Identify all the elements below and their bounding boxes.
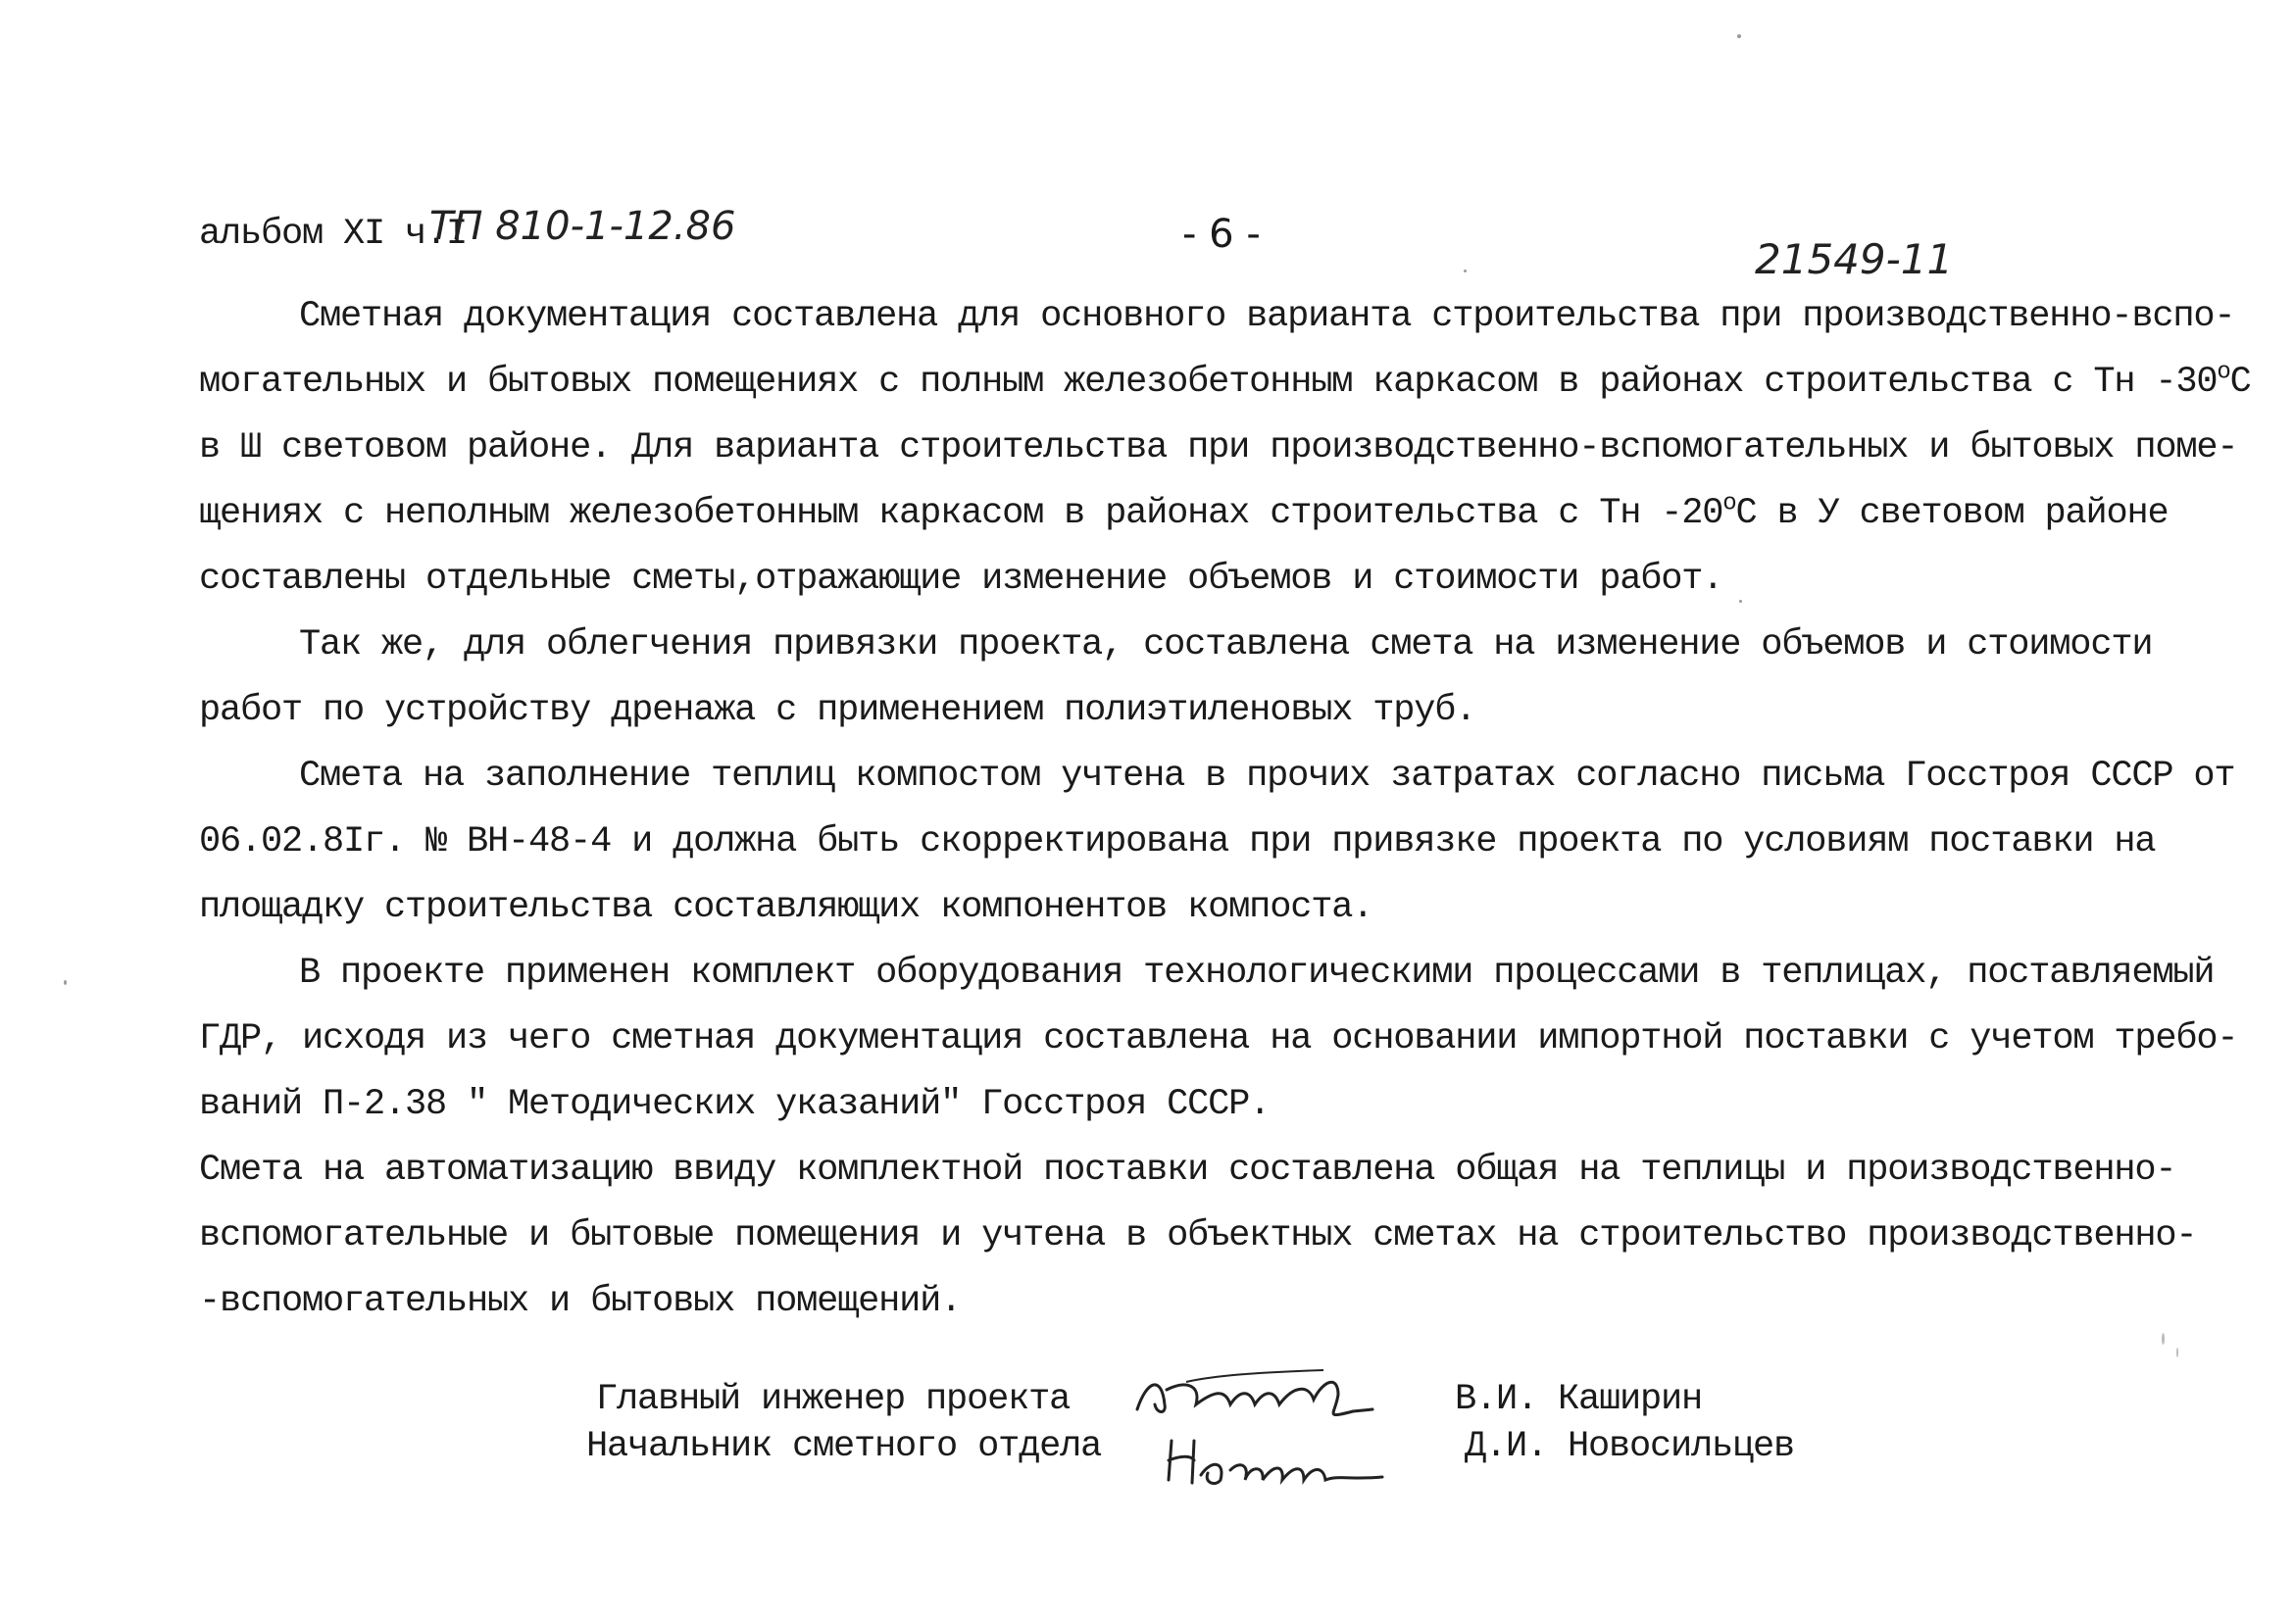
text-line: [199, 359, 2251, 403]
degree-mark: о: [1722, 490, 1736, 517]
signature-novosiltsev: [1157, 1426, 1412, 1500]
text-line: В проекте применен комплект оборудования технологическими процессами в теплицах, поставляемый: [299, 953, 2215, 994]
signatory-title: Начальник сметного отдела: [586, 1426, 1102, 1467]
signatory-name: Д.И. Новосильцев: [1465, 1426, 1795, 1467]
scan-speck: [2162, 1333, 2165, 1345]
text-line: площадку строительства составляющих компонентов компоста.: [199, 887, 1373, 928]
scan-speck: [2176, 1348, 2178, 1357]
text-line: ваний П-2.38 " Методических указаний" Госстроя СССР.: [199, 1084, 1271, 1125]
text-line: Смета на заполнение теплиц компостом учтена в прочих затратах согласно письма Госстроя СССР от: [299, 756, 2235, 797]
text-line: работ по устройству дренажа с применением полиэтиленовых труб.: [199, 690, 1476, 731]
text-line: Сметная документация составлена для основного варианта строительства при производственно-вспо-: [299, 296, 2235, 337]
text-line: Смета на автоматизацию ввиду комплектной поставки составлена общая на теплицы и производственно-: [199, 1150, 2176, 1191]
text-line: щениях с неполным железобетонным каркасом в районах строительства с Тн -20: [199, 493, 1723, 534]
series-handwritten: ТП 810-1-12.86: [429, 204, 736, 249]
degree-mark: о: [2217, 359, 2230, 386]
signature-kashirin: [1127, 1360, 1382, 1429]
scan-speck: [1464, 270, 1467, 272]
scan-speck: [1737, 34, 1741, 38]
album-label: альбом XI ч.I: [199, 214, 468, 255]
text-line: вспомогательные и бытовые помещения и учтена в объектных сметах на строительство производственно-: [199, 1215, 2197, 1256]
text-line: могательных и бытовых помещениях с полным железобетонным каркасом в районах строительства с Тн -30: [199, 362, 2218, 403]
text-line: Так же, для облегчения привязки проекта, составлена смета на изменение объемов и стоимости: [299, 624, 2153, 665]
text-line: -вспомогательных и бытовых помещений.: [199, 1281, 962, 1322]
text-line: составлены отдельные сметы,отражающие изменение объемов и стоимости работ.: [199, 559, 1723, 600]
text-line: ГДР, исходя из чего сметная документация составлена на основании импортной поставки с учетом требо-: [199, 1018, 2238, 1059]
scan-speck: [1739, 600, 1742, 603]
text-line: 06.02.8Iг. № ВН-48-4 и должна быть скорректирована при привязке проекта по условиям поставки на: [199, 821, 2156, 862]
scan-speck: [64, 980, 67, 985]
doc-number-handwritten: 21549-11: [1755, 235, 1954, 283]
text-line: [199, 490, 2169, 534]
text-line: С в У световом районе: [1735, 493, 2169, 534]
signatory-name: В.И. Каширин: [1455, 1379, 1703, 1420]
signatory-title: Главный инженер проекта: [596, 1379, 1071, 1420]
text-line: С: [2229, 362, 2251, 403]
page-number: - 6 -: [1182, 212, 1261, 257]
text-line: в Ш световом районе. Для варианта строительства при производственно-вспомогательных и бытовых поме-: [199, 427, 2238, 468]
